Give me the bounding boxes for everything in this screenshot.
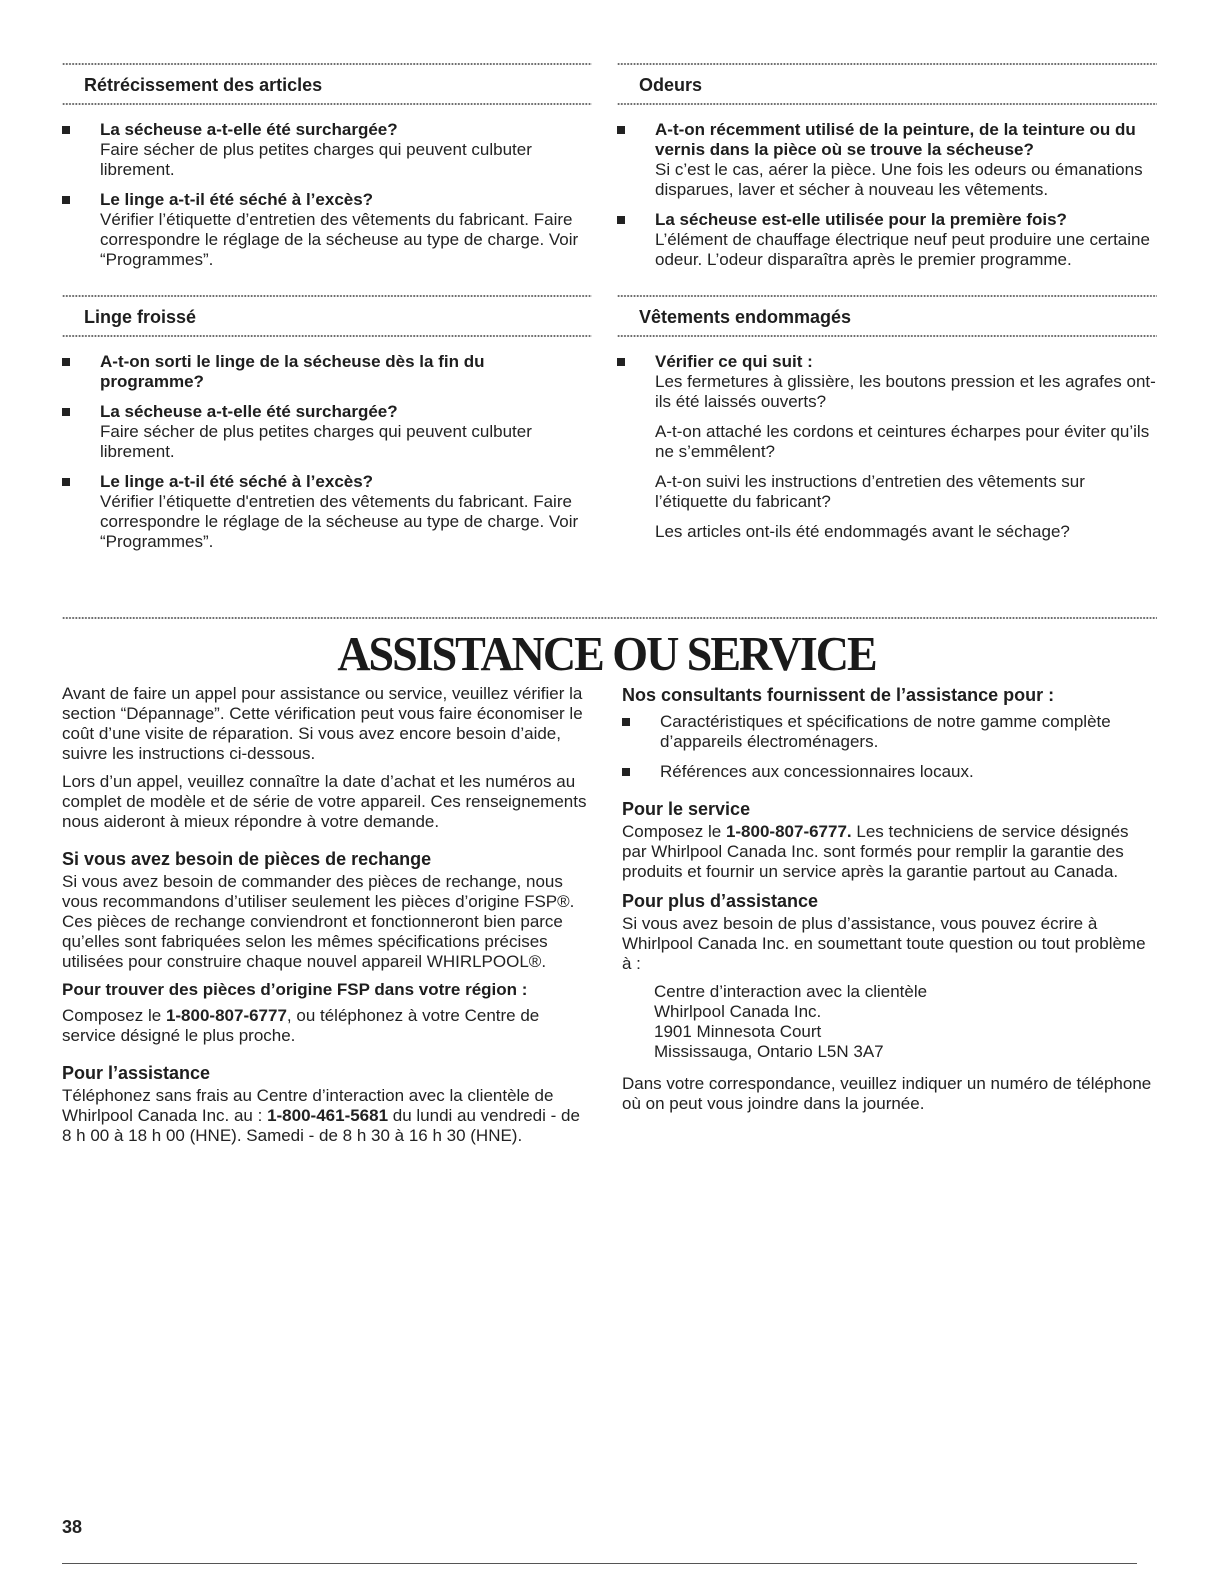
page-number: 38 [62, 1517, 83, 1537]
address-line: Whirlpool Canada Inc. [654, 1002, 822, 1021]
address-line: Mississauga, Ontario L5N 3A7 [654, 1042, 884, 1061]
right-top-column [617, 62, 1157, 552]
text-fragment: Les techniciens de service désignés par Whirlpool Canada Inc. sont formés pour remplir la garantie des produits et fournir un service après la garantie partout au Canada. [622, 822, 1129, 881]
consult-item: Caractéristiques et spécifications de notre gamme complète d’appareils électroménagers. [660, 712, 1111, 751]
odors-list [617, 120, 1157, 270]
list-item [62, 120, 592, 180]
intro-paragraph: Avant de faire un appel pour assistance ou service, veuillez vérifier la section “Dépannage”. Cette vérification peut vous faire économiser le coût d’une visite de réparation. Si vous avez encore besoin d’aide, suivre les instructions ci-dessous. [62, 684, 583, 763]
text-fragment: Téléphonez sans frais au Centre d’interaction avec la clientèle de Whirlpool Canada Inc. au : [62, 1086, 554, 1125]
consult-heading: Nos consultants fournissent de l’assistance pour : [622, 685, 1055, 705]
list-item [622, 762, 1157, 782]
text-fragment: , ou téléphonez à votre Centre de service désigné le plus proche. [62, 1006, 540, 1045]
help-paragraph [62, 1086, 592, 1146]
answer: Si c’est le cas, aérer la pièce. Une fois les odeurs ou émanations disparues, laver et sécher à nouveau les vêtements. [655, 160, 1143, 199]
list-item [617, 120, 1157, 200]
more-help-heading: Pour plus d’assistance [622, 891, 819, 911]
consult-list [622, 712, 1157, 782]
text-fragment: du lundi au vendredi - de 8 h 00 à 18 h 00 (HNE). Samedi - de 8 h 30 à 16 h 30 (HNE). [62, 1106, 580, 1145]
mailing-address [622, 982, 1157, 1062]
consult-item: Références aux concessionnaires locaux. [660, 762, 974, 781]
check-item: Les fermetures à glissière, les boutons pression et les agrafes ont-ils été laissés ouverts? [655, 372, 1156, 411]
square-bullet-icon [62, 196, 70, 204]
question: La sécheuse est-elle utilisée pour la première fois? [655, 210, 1067, 229]
answer: L’élément de chauffage électrique neuf peut produire une certaine odeur. L’odeur disparaîtra après le premier programme. [655, 230, 1150, 269]
phone-number: 1-800-807-6777 [165, 1006, 287, 1025]
text-fragment: Composez le [622, 822, 726, 841]
answer: Faire sécher de plus petites charges qui peuvent culbuter librement. [100, 140, 532, 179]
section-divider [62, 334, 592, 338]
damaged-list [617, 352, 1157, 542]
main-divider [62, 616, 1157, 620]
bottom-rule [62, 1563, 1137, 1564]
right-bottom-column [622, 684, 1157, 1122]
question: Vérifier ce qui suit : [655, 352, 813, 371]
service-paragraph [622, 822, 1157, 882]
check-item: A-t-on suivi les instructions d’entretien des vêtements sur l’étiquette du fabricant? [655, 472, 1085, 511]
list-item [62, 402, 592, 462]
square-bullet-icon [622, 768, 630, 776]
page-title: ASSISTANCE OU SERVICE [337, 626, 876, 681]
square-bullet-icon [617, 358, 625, 366]
section-divider [617, 334, 1157, 338]
more-help-paragraph: Si vous avez besoin de plus d’assistance, vous pouvez écrire à Whirlpool Canada Inc. en soumettant toute question ou tout problème à : [622, 914, 1146, 973]
square-bullet-icon [62, 126, 70, 134]
question: A-t-on récemment utilisé de la peinture, de la teinture ou du vernis dans la pièce où se trouve la sécheuse? [655, 120, 1136, 159]
left-top-column [62, 62, 592, 562]
phone-number: 1-800-807-6777. [725, 822, 852, 841]
square-bullet-icon [622, 718, 630, 726]
section-divider [617, 102, 1157, 106]
list-item [62, 190, 592, 270]
section-heading-wrinkled: Linge froissé [84, 307, 197, 327]
list-item [617, 352, 1157, 542]
intro-paragraph: Lors d’un appel, veuillez connaître la date d’achat et les numéros au complet de modèle et de série de votre appareil. Ces renseignements nous aideront à mieux répondre à votre demande. [62, 772, 587, 831]
square-bullet-icon [617, 126, 625, 134]
answer: Vérifier l’étiquette d'entretien des vêtements du fabricant. Faire correspondre le réglage de la sécheuse au type de charge. Voir “Programmes”. [100, 492, 579, 551]
question: Le linge a-t-il été séché à l’excès? [100, 190, 374, 209]
closing-paragraph: Dans votre correspondance, veuillez indiquer un numéro de téléphone où on peut vous joindre dans la journée. [622, 1074, 1152, 1113]
list-item [62, 472, 592, 552]
find-parts-paragraph [62, 1006, 592, 1046]
parts-paragraph: Si vous avez besoin de commander des pièces de rechange, nous vous recommandons d’utiliser seulement les pièces d’origine FSP®. Ces pièces de rechange conviendront et fonctionneront bien parce qu’elles sont fabriquées selon les mêmes spécifications précises utilisées pour construire chaque nouvel appareil WHIRLPOOL®. [62, 872, 575, 971]
phone-number: 1-800-461-5681 [267, 1106, 389, 1125]
list-item [617, 210, 1157, 270]
section-heading-shrinkage: Rétrécissement des articles [84, 75, 323, 95]
question: A-t-on sorti le linge de la sécheuse dès la fin du programme? [100, 352, 485, 391]
wrinkled-list [62, 352, 592, 552]
square-bullet-icon [617, 216, 625, 224]
service-heading: Pour le service [622, 799, 751, 819]
left-bottom-column [62, 684, 592, 1154]
address-line: Centre d’interaction avec la clientèle [654, 982, 928, 1001]
square-bullet-icon [62, 408, 70, 416]
square-bullet-icon [62, 478, 70, 486]
list-item [622, 712, 1157, 752]
find-parts-heading: Pour trouver des pièces d’origine FSP dans votre région : [62, 980, 528, 999]
parts-heading: Si vous avez besoin de pièces de rechange [62, 849, 432, 869]
answer: Vérifier l’étiquette d’entretien des vêtements du fabricant. Faire correspondre le réglage de la sécheuse au type de charge. Voir “Programmes”. [100, 210, 579, 269]
answer: Faire sécher de plus petites charges qui peuvent culbuter librement. [100, 422, 532, 461]
shrinkage-list [62, 120, 592, 270]
question: La sécheuse a-t-elle été surchargée? [100, 402, 398, 421]
section-divider [62, 102, 592, 106]
question: La sécheuse a-t-elle été surchargée? [100, 120, 398, 139]
square-bullet-icon [62, 358, 70, 366]
question: Le linge a-t-il été séché à l’excès? [100, 472, 374, 491]
text-fragment: Composez le [62, 1006, 166, 1025]
help-heading: Pour l’assistance [62, 1063, 211, 1083]
check-item: A-t-on attaché les cordons et ceintures écharpes pour éviter qu’ils ne s’emmêlent? [655, 422, 1150, 461]
section-heading-odors: Odeurs [639, 75, 703, 95]
section-heading-damaged: Vêtements endommagés [639, 307, 852, 327]
check-item: Les articles ont-ils été endommagés avant le séchage? [655, 522, 1070, 541]
list-item [62, 352, 592, 392]
address-line: 1901 Minnesota Court [654, 1022, 822, 1041]
